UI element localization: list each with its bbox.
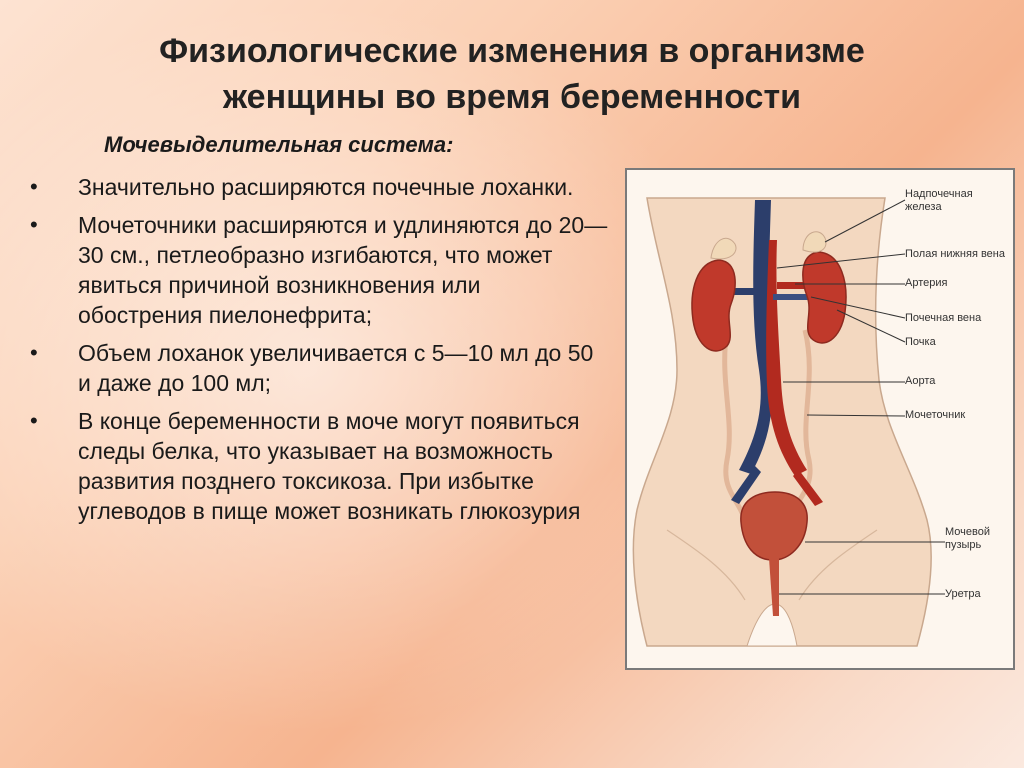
bullet-text: Значительно расширяются почечные лоханки. bbox=[78, 174, 574, 200]
label-kidney: Почка bbox=[905, 336, 936, 348]
label-vena-cava: Полая нижняя вена bbox=[905, 248, 1005, 260]
bullet-dot: • bbox=[30, 212, 38, 237]
bullet-text: Мочеточники расширяются и удлиняются до 20—30 см., петлеобразно изгибаются, что может явиться причиной возникновения или обострения пиелонефрита; bbox=[78, 212, 608, 328]
label-artery: Артерия bbox=[905, 277, 948, 289]
label-ureter: Мочеточник bbox=[905, 409, 966, 421]
slide-title bbox=[0, 28, 1024, 120]
label-aorta: Аорта bbox=[905, 375, 936, 387]
title-line-2: женщины во время беременности bbox=[223, 78, 801, 116]
bullet-item bbox=[28, 338, 608, 398]
label-renal-vein: Почечная вена bbox=[905, 312, 982, 324]
label-bladder: Мочевой пузырь bbox=[945, 526, 990, 551]
urinary-system-figure bbox=[625, 168, 1015, 670]
title-line-1: Физиологические изменения в организме bbox=[159, 32, 865, 70]
bullet-text: Объем лоханок увеличивается с 5—10 мл до 50 и даже до 100 мл; bbox=[78, 340, 594, 396]
label-urethra: Уретра bbox=[945, 588, 981, 600]
bullet-dot: • bbox=[30, 174, 38, 199]
bullet-list bbox=[28, 172, 608, 534]
bullet-item bbox=[28, 406, 608, 526]
bullet-item bbox=[28, 172, 608, 202]
section-subtitle: Мочевыделительная система: bbox=[104, 132, 454, 157]
bullet-dot: • bbox=[30, 408, 38, 433]
label-adrenal: Надпочечная железа bbox=[905, 188, 973, 213]
kidney-left bbox=[692, 260, 735, 351]
bullet-item bbox=[28, 210, 608, 330]
bullet-text: В конце беременности в моче могут появиться следы белка, что указывает на возможность развития позднего токсикоза. При избытке углеводов в пище может возникать глюкозурия bbox=[78, 408, 581, 524]
kidney-right bbox=[803, 252, 846, 343]
bullet-dot: • bbox=[30, 340, 38, 365]
renal-vein-right bbox=[773, 294, 811, 300]
